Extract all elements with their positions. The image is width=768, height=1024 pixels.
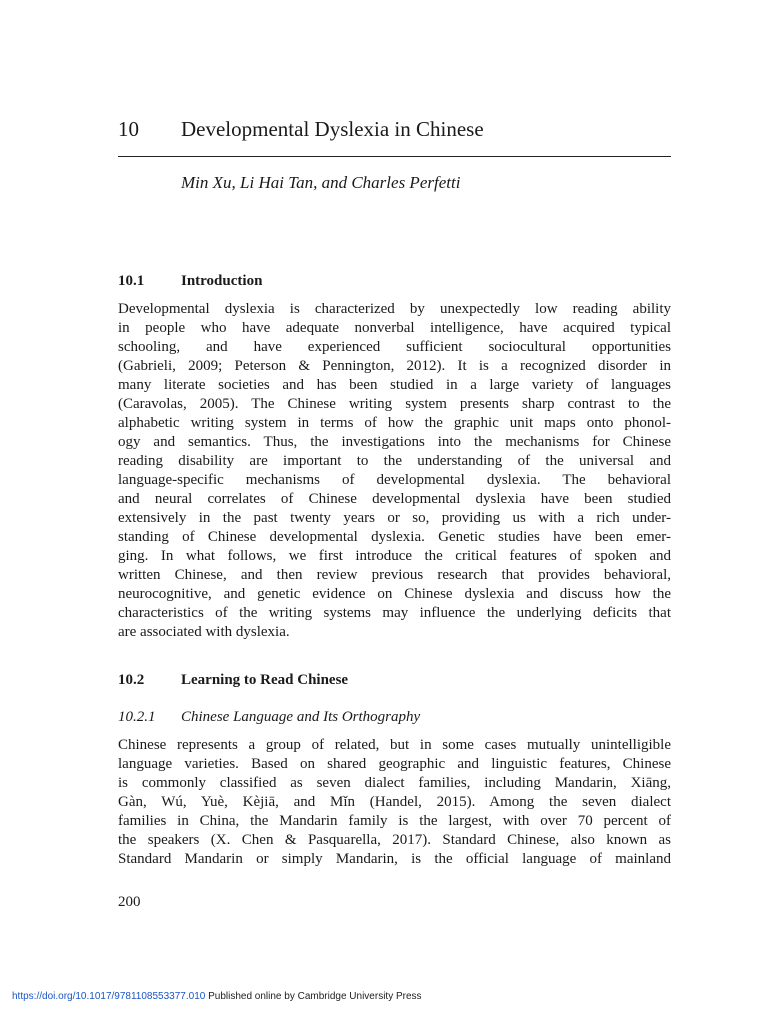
text-line: language varieties. Based on shared geographic and linguistic features, Chinese bbox=[118, 756, 671, 772]
section-number: 10.1 bbox=[118, 273, 145, 289]
text-line: Standard Mandarin or simply Mandarin, is the official language of mainland bbox=[118, 851, 671, 867]
text-line: are associated with dyslexia. bbox=[118, 624, 290, 640]
text-line: neurocognitive, and genetic evidence on Chinese dyslexia and discuss how the bbox=[118, 586, 671, 602]
section-title: Introduction bbox=[181, 273, 263, 289]
section-number: 10.2 bbox=[118, 672, 145, 688]
text-line: in people who have adequate nonverbal intelligence, have acquired typical bbox=[118, 320, 671, 336]
subsection-number: 10.2.1 bbox=[118, 709, 156, 725]
published-note: Published online by Cambridge University Press bbox=[205, 991, 422, 1002]
text-line: (Caravolas, 2005). The Chinese writing system presents sharp contrast to the bbox=[118, 396, 671, 412]
text-line: ging. In what follows, we first introduce the critical features of spoken and bbox=[118, 548, 671, 564]
text-line: ogy and semantics. Thus, the investigations into the mechanisms for Chinese bbox=[118, 434, 671, 450]
chapter-title: Developmental Dyslexia in Chinese bbox=[181, 117, 484, 141]
chapter-rule bbox=[118, 156, 671, 157]
page-number: 200 bbox=[118, 894, 141, 910]
text-line: standing of Chinese developmental dyslexia. Genetic studies have been emer- bbox=[118, 529, 671, 545]
section-heading-introduction bbox=[118, 271, 262, 291]
text-line: Developmental dyslexia is characterized by unexpectedly low reading ability bbox=[118, 301, 671, 317]
chapter-number: 10 bbox=[118, 117, 139, 141]
section-title: Learning to Read Chinese bbox=[181, 672, 349, 688]
footer bbox=[12, 990, 422, 1004]
text-line: the speakers (X. Chen & Pasquarella, 2017). Standard Chinese, also known as bbox=[118, 832, 671, 848]
text-line: written Chinese, and then review previous research that provides behavioral, bbox=[118, 567, 671, 583]
text-line: reading disability are important to the understanding of the universal and bbox=[118, 453, 671, 469]
text-line: and neural correlates of Chinese developmental dyslexia have been studied bbox=[118, 491, 671, 507]
subsection-heading bbox=[118, 707, 420, 727]
text-line: (Gabrieli, 2009; Peterson & Pennington, 2012). It is a recognized disorder in bbox=[118, 358, 671, 374]
text-line: language-specific mechanisms of developmental dyslexia. The behavioral bbox=[118, 472, 671, 488]
chapter-authors: Min Xu, Li Hai Tan, and Charles Perfetti bbox=[181, 173, 461, 192]
section-heading-learning-to-read bbox=[118, 670, 348, 690]
subsection-title: Chinese Language and Its Orthography bbox=[181, 709, 421, 725]
text-line: many literate societies and has been studied in a large variety of languages bbox=[118, 377, 671, 393]
text-line: is commonly classified as seven dialect families, including Mandarin, Xiāng, bbox=[118, 775, 671, 791]
text-line: alphabetic writing system in terms of how the graphic unit maps onto phonol- bbox=[118, 415, 671, 431]
chapter-heading bbox=[118, 116, 671, 142]
text-line: Chinese represents a group of related, but in some cases mutually unintelligible bbox=[118, 737, 671, 753]
text-line: schooling, and have experienced sufficient sociocultural opportunities bbox=[118, 339, 671, 355]
text-line: families in China, the Mandarin family is the largest, with over 70 percent of bbox=[118, 813, 671, 829]
text-line: extensively in the past twenty years or so, providing us with a rich under- bbox=[118, 510, 671, 526]
text-line: characteristics of the writing systems may influence the underlying deficits that bbox=[118, 605, 671, 621]
language-paragraph bbox=[118, 736, 671, 869]
introduction-paragraph bbox=[118, 300, 671, 642]
text-line: Gàn, Wú, Yuè, Kèjiā, and Mǐn (Handel, 2015). Among the seven dialect bbox=[118, 794, 671, 810]
doi-link[interactable]: https://doi.org/10.1017/9781108553377.010 bbox=[12, 991, 206, 1002]
